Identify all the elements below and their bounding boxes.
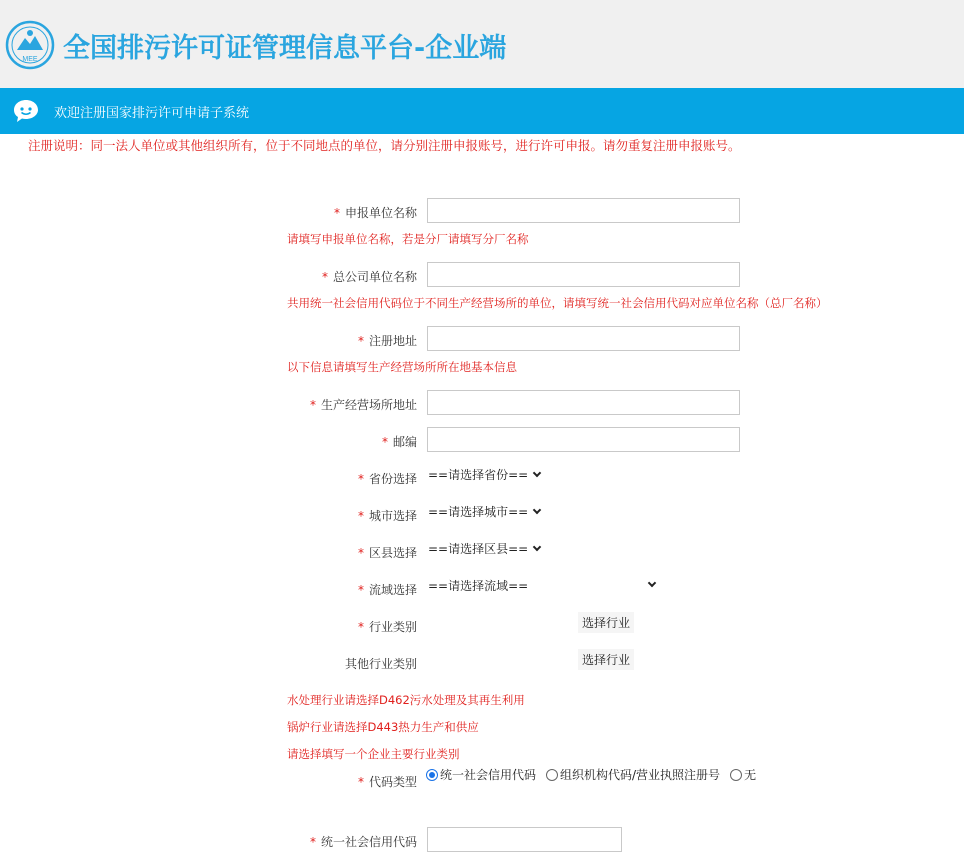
parent-company-input[interactable] bbox=[427, 262, 740, 287]
district-label: * 区县选择 bbox=[357, 546, 417, 560]
chevron-down-icon bbox=[648, 579, 656, 587]
city-label: * 城市选择 bbox=[357, 509, 417, 523]
basin-label: * 流域选择 bbox=[357, 583, 417, 597]
code-type-option-org[interactable]: 组织机构代码/营业执照注册号 bbox=[546, 766, 720, 783]
chat-bubble-icon bbox=[12, 98, 40, 124]
radio-button[interactable] bbox=[426, 769, 438, 781]
select-industry-button[interactable]: 选择行业 bbox=[578, 612, 634, 633]
page-title: 全国排污许可证管理信息平台-企业端 bbox=[63, 33, 507, 64]
reg-address-label: * 注册地址 bbox=[357, 334, 417, 348]
parent-company-label: * 总公司单位名称 bbox=[321, 270, 417, 284]
radio-button[interactable] bbox=[730, 769, 742, 781]
unit-name-input[interactable] bbox=[427, 198, 740, 223]
industry-label: * 行业类别 bbox=[357, 620, 417, 634]
credit-code-input[interactable] bbox=[427, 827, 622, 852]
province-label: * 省份选择 bbox=[357, 472, 417, 486]
chevron-down-icon bbox=[533, 543, 541, 551]
chevron-down-icon bbox=[533, 469, 541, 477]
welcome-banner bbox=[0, 88, 964, 134]
reg-address-hint: 以下信息请填写生产经营场所所在地基本信息 bbox=[287, 360, 517, 374]
select-other-industry-button[interactable]: 选择行业 bbox=[578, 649, 634, 670]
code-type-option-credit[interactable]: 统一社会信用代码 bbox=[426, 766, 536, 783]
industry-hint: 请选择填写一个企业主要行业类别 bbox=[287, 747, 460, 761]
code-type-label: * 代码类型 bbox=[357, 775, 417, 789]
province-select[interactable]: ==请选择省份== bbox=[428, 466, 540, 483]
industry-hint: 水处理行业请选择D462污水处理及其再生利用 bbox=[287, 693, 525, 707]
chevron-down-icon bbox=[533, 506, 541, 514]
basin-select[interactable]: ==请选择流域== bbox=[428, 577, 658, 594]
postcode-label: * 邮编 bbox=[381, 435, 417, 449]
city-select[interactable]: ==请选择城市== bbox=[428, 503, 540, 520]
unit-name-label: * 申报单位名称 bbox=[333, 206, 417, 220]
radio-button[interactable] bbox=[546, 769, 558, 781]
banner-text: 欢迎注册国家排污许可申请子系统 bbox=[54, 106, 250, 121]
header bbox=[0, 0, 964, 88]
site-address-input[interactable] bbox=[427, 390, 740, 415]
code-type-option-none[interactable]: 无 bbox=[730, 766, 756, 783]
credit-code-label: * 统一社会信用代码 bbox=[309, 835, 417, 849]
other-industry-label: 其他行业类别 bbox=[344, 657, 417, 671]
site-address-label: * 生产经营场所地址 bbox=[309, 398, 417, 412]
svg-text:MEE: MEE bbox=[22, 56, 38, 63]
registration-notice: 注册说明：同一法人单位或其他组织所有，位于不同地点的单位，请分别注册申报账号，进行许可申报。请勿重复注册申报账号。 bbox=[28, 138, 741, 153]
reg-address-input[interactable] bbox=[427, 326, 740, 351]
mee-logo-icon bbox=[5, 20, 55, 70]
industry-hint: 锅炉行业请选择D443热力生产和供应 bbox=[287, 720, 479, 734]
parent-company-hint: 共用统一社会信用代码位于不同生产经营场所的单位，请填写统一社会信用代码对应单位名称（总厂名称） bbox=[287, 296, 828, 310]
postcode-input[interactable] bbox=[427, 427, 740, 452]
code-type-radio-group bbox=[426, 766, 766, 783]
unit-name-hint: 请填写申报单位名称，若是分厂请填写分厂名称 bbox=[287, 232, 529, 246]
district-select[interactable]: ==请选择区县== bbox=[428, 540, 540, 557]
